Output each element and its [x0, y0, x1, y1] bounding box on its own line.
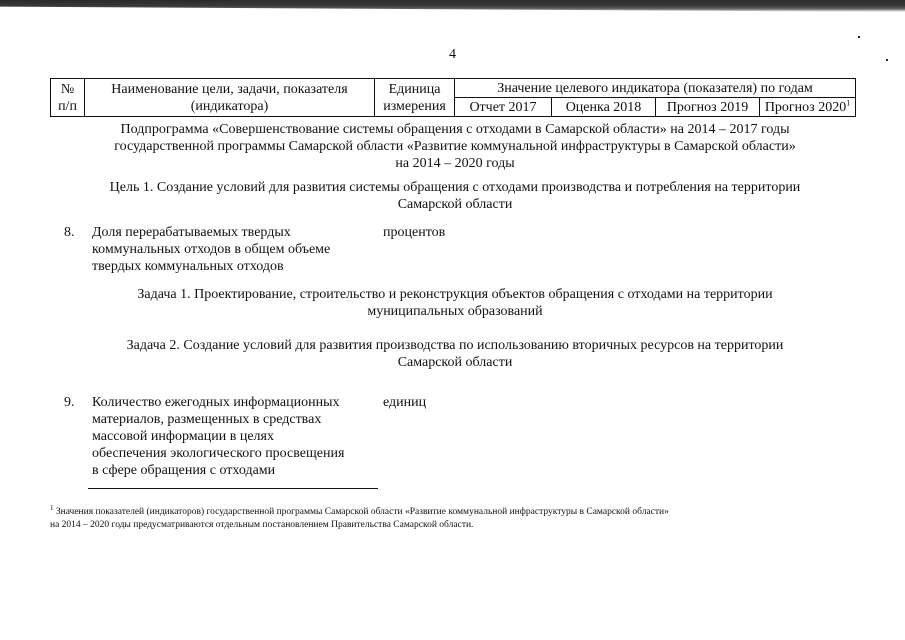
name-line: в сфере обращения с отходами	[92, 463, 276, 478]
name-line: Доля перерабатываемых твердых	[92, 225, 291, 240]
task-1-heading	[60, 286, 850, 320]
footnote-ref: 1	[846, 97, 851, 107]
year-header-2018: Оценка 2018	[552, 98, 656, 117]
name-line: материалов, размещенных в средствах	[92, 412, 322, 427]
name-line: Количество ежегодных информационных	[92, 395, 340, 410]
task-line: Задача 1. Проектирование, строительство и реконструкция объектов обращения с отходами на территории	[137, 287, 773, 302]
year-header-2017: Отчет 2017	[455, 98, 552, 117]
year-header-2019: Прогноз 2019	[656, 98, 760, 117]
column-unit-header	[375, 79, 455, 117]
header-text: Единица	[388, 81, 441, 97]
task-line: Задача 2. Создание условий для развития производства по использованию вторичных ресурсов на территории	[126, 338, 784, 353]
subprogram-line: на 2014 – 2020 годы	[395, 156, 515, 171]
year-label: Прогноз 2020	[764, 99, 847, 115]
task-line: муниципальных образований	[367, 304, 543, 319]
indicator-table-header	[50, 78, 856, 117]
task-line: Самарской области	[397, 355, 513, 370]
footnote	[50, 503, 850, 532]
row-number: 9.	[64, 395, 75, 410]
header-text: (индикатора)	[190, 98, 269, 114]
subprogram-line: Подпрограмма «Совершенствование системы обращения с отходами в Самарской области» на 2014 – 2017 годы	[120, 122, 790, 137]
footnote-text: Значения показателей (индикаторов) государственной программы Самарской области «Развитие коммунальной инфраструктуры в Самарской области»	[55, 507, 669, 517]
name-line: твердых коммунальных отходов	[92, 259, 284, 274]
footnote-line	[50, 503, 850, 519]
scan-speck	[858, 36, 860, 38]
footnote-divider	[88, 488, 378, 489]
header-text: №	[60, 81, 75, 97]
row-indicator-name	[92, 394, 367, 479]
name-line: коммунальных отходов в общем объеме	[92, 242, 331, 257]
year-header-2020	[760, 98, 856, 117]
name-line: массовой информации в целях	[92, 429, 274, 444]
goal-line: Цель 1. Создание условий для развития системы обращения с отходами производства и потребления на территории	[109, 180, 801, 195]
subprogram-title	[60, 121, 850, 172]
page-number: 4	[449, 47, 456, 62]
footnote-line: на 2014 – 2020 годы предусматриваются отдельным постановлением Правительства Самарской области.	[50, 520, 474, 530]
header-text: Наименование цели, задачи, показателя	[111, 81, 348, 97]
header-text: измерения	[383, 98, 446, 114]
column-number-header	[51, 79, 85, 117]
row-unit: процентов	[383, 225, 446, 240]
header-text: п/п	[58, 98, 77, 114]
row-unit: единиц	[383, 395, 427, 410]
name-line: обеспечения экологического просвещения	[92, 446, 345, 461]
footnote-mark: 1	[50, 503, 54, 512]
row-number: 8.	[64, 225, 75, 240]
goal-line: Самарской области	[397, 197, 513, 212]
row-indicator-name	[92, 224, 367, 275]
column-name-header	[85, 79, 375, 117]
scan-edge	[0, 0, 905, 12]
column-values-title: Значение целевого индикатора (показателя) по годам	[455, 79, 856, 98]
goal-heading	[60, 179, 850, 213]
task-2-heading	[60, 337, 850, 371]
subprogram-line: государственной программы Самарской области «Развитие коммунальной инфраструктуры в Самарской области»	[114, 139, 796, 154]
